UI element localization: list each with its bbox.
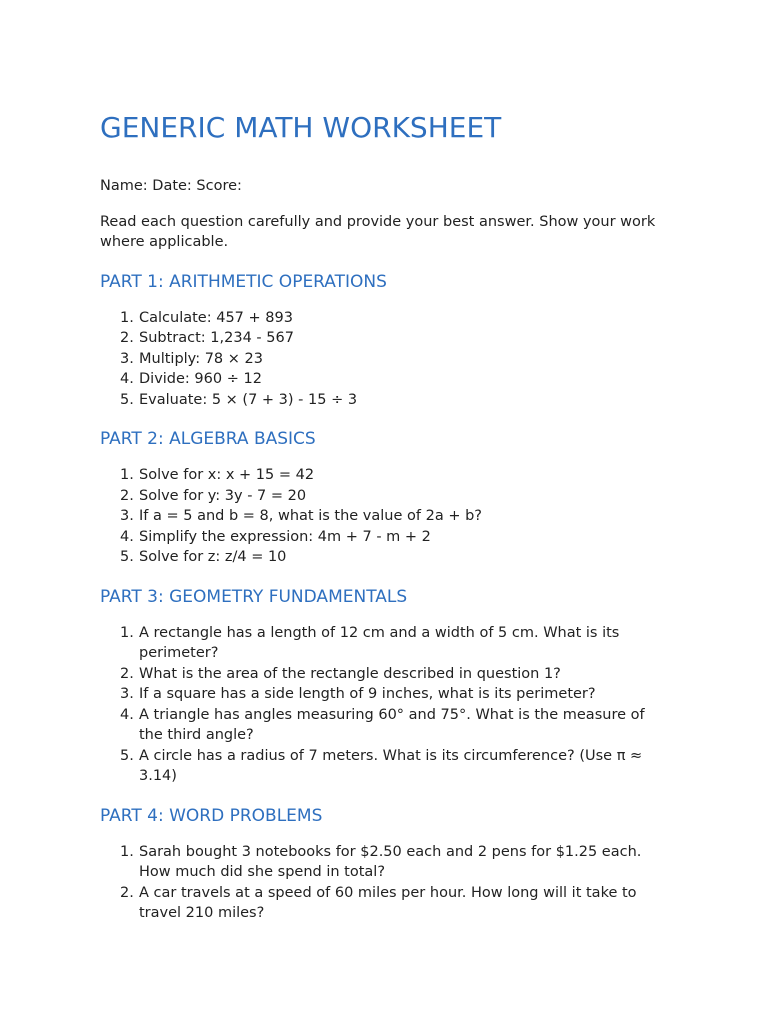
- question-text: Evaluate: 5 × (7 + 3) - 15 ÷ 3: [139, 391, 358, 408]
- question-item: [100, 547, 669, 568]
- question-number: 3.: [120, 508, 134, 524]
- question-number: 4.: [120, 371, 134, 387]
- question-number: 2.: [120, 330, 134, 346]
- question-text: A triangle has angles measuring 60° and 75°. What is the measure of the third angle?: [139, 706, 645, 743]
- question-list-part-2: [100, 465, 668, 568]
- question-item: [100, 705, 669, 746]
- student-info-line: Name: Date: Score:: [100, 178, 242, 194]
- question-text: Solve for z: z/4 = 10: [139, 549, 287, 565]
- question-item: [100, 664, 669, 685]
- question-item: [100, 390, 669, 411]
- question-list-part-3: [100, 623, 668, 787]
- section-heading-part-4: PART 4: WORD PROBLEMS: [100, 805, 323, 826]
- question-number: 1.: [120, 624, 134, 641]
- question-number: 3.: [120, 686, 134, 702]
- question-text: A rectangle has a length of 12 cm and a width of 5 cm. What is its perimeter?: [139, 624, 620, 661]
- question-text: A circle has a radius of 7 meters. What is its circumference? (Use π ≈ 3.14): [139, 747, 643, 784]
- question-item: [100, 369, 669, 390]
- section-heading-part-3: PART 3: GEOMETRY FUNDAMENTALS: [100, 586, 408, 607]
- question-item: [100, 349, 669, 370]
- page-title: GENERIC MATH WORKSHEET: [100, 111, 502, 144]
- question-item: [100, 623, 669, 664]
- question-number: 5.: [120, 747, 134, 764]
- question-number: 5.: [120, 391, 134, 408]
- question-number: 1.: [120, 843, 134, 860]
- question-number: 4.: [120, 706, 134, 723]
- question-number: 5.: [120, 549, 134, 565]
- question-number: 3.: [120, 350, 134, 367]
- question-item: [100, 746, 669, 787]
- question-text: If a = 5 and b = 8, what is the value of 2a + b?: [139, 508, 482, 524]
- section-heading-part-2: PART 2: ALGEBRA BASICS: [100, 429, 316, 449]
- question-item: [100, 684, 669, 705]
- question-number: 1.: [120, 309, 134, 326]
- question-number: 2.: [120, 884, 134, 901]
- question-number: 2.: [120, 487, 134, 504]
- question-text: What is the area of the rectangle described in question 1?: [139, 665, 561, 682]
- question-text: Solve for x: x + 15 = 42: [139, 467, 315, 483]
- question-number: 1.: [120, 467, 134, 483]
- question-text: Subtract: 1,234 - 567: [139, 330, 294, 346]
- question-item: [100, 308, 669, 329]
- question-item: [100, 465, 669, 486]
- question-number: 2.: [120, 665, 134, 682]
- question-item: [100, 842, 669, 883]
- question-list-part-4: [100, 842, 668, 924]
- question-list-part-1: [100, 308, 668, 411]
- question-item: [100, 486, 669, 507]
- question-item: [100, 883, 669, 924]
- question-text: If a square has a side length of 9 inches, what is its perimeter?: [139, 686, 596, 702]
- question-number: 4.: [120, 528, 134, 545]
- question-text: A car travels at a speed of 60 miles per hour. How long will it take to travel 210 miles?: [139, 884, 637, 921]
- question-text: Multiply: 78 × 23: [139, 350, 263, 367]
- question-text: Solve for y: 3y - 7 = 20: [139, 487, 307, 504]
- instructions: Read each question carefully and provide your best answer. Show your work where applicable.: [100, 213, 656, 250]
- question-item: [100, 328, 669, 349]
- question-item: [100, 506, 669, 527]
- question-text: Sarah bought 3 notebooks for $2.50 each and 2 pens for $1.25 each. How much did she spend in total?: [139, 843, 642, 880]
- question-item: [100, 527, 669, 548]
- question-text: Calculate: 457 + 893: [139, 309, 293, 326]
- question-text: Simplify the expression: 4m + 7 - m + 2: [139, 528, 431, 545]
- question-text: Divide: 960 ÷ 12: [139, 371, 262, 387]
- section-heading-part-1: PART 1: ARITHMETIC OPERATIONS: [100, 271, 387, 292]
